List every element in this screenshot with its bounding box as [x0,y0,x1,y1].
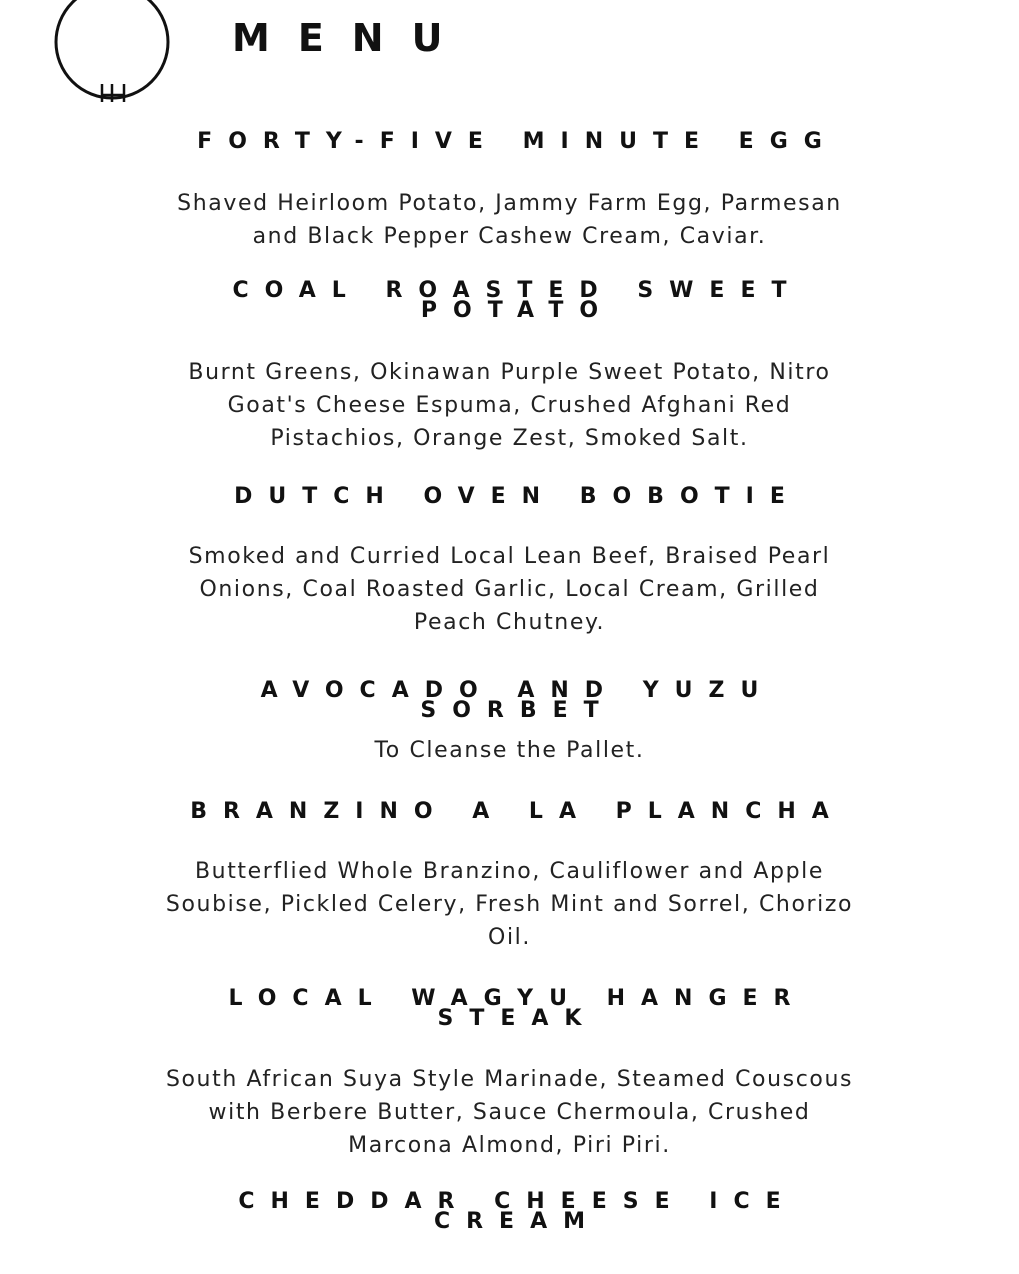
dish-title [0,484,1019,509]
dish-description-line: Burnt Greens, Okinawan Purple Sweet Potato, Nitro [188,360,831,385]
dish-title-line: CREAM [433,1209,602,1234]
dish-description-line: Soubise, Pickled Celery, Fresh Mint and Sorrel, Chorizo [165,892,854,917]
dish-title-line: SORBET [420,698,615,723]
dish-description-line: Peach Chutney. [413,610,606,635]
dish-description-line: with Berbere Butter, Sauce Chermoula, Crushed [208,1100,811,1125]
dish-title-line: STEAK [437,1006,598,1031]
dish-description-line: South African Suya Style Marinade, Steamed Couscous [165,1067,854,1092]
dish-description [0,187,1019,253]
dish-description-line: and Black Pepper Cashew Cream, Caviar. [252,224,767,249]
dish-title-line: DUTCH OVEN BOBOTIE [234,484,801,509]
dish-title-line: CHEDDAR CHEESE ICE [238,1189,797,1214]
dish-description [0,540,1019,639]
dish-title [0,129,1019,154]
dish-description [0,734,1019,767]
dish-title-line: BRANZINO A LA PLANCHA [190,799,845,824]
dish-description [0,1063,1019,1162]
dish-description-line: Shaved Heirloom Potato, Jammy Farm Egg, Parmesan [177,191,842,216]
dish-title-line: AVOCADO AND YUZU [260,678,775,703]
dish-description-line: To Cleanse the Pallet. [374,738,645,763]
dish-title-line: COAL ROASTED SWEET [232,278,803,303]
circle-hh-monogram-icon [50,0,178,108]
dish-title [0,799,1019,824]
dish-description-line: Onions, Coal Roasted Garlic, Local Cream, Grilled [199,577,820,602]
logo [50,0,178,108]
dish-description-line: Goat's Cheese Espuma, Crushed Afghani Red [227,393,792,418]
dish-description [0,356,1019,455]
dish-title-line: FORTY-FIVE MINUTE EGG [197,129,838,154]
dish-description-line: Smoked and Curried Local Lean Beef, Braised Pearl [188,544,831,569]
dish-title [0,986,1019,1031]
dish-title-line: POTATO [420,298,615,323]
dish-title [0,1189,1019,1234]
page-title: MENU [232,16,471,60]
dish-title-line: LOCAL WAGYU HANGER [228,986,807,1011]
dish-title [0,678,1019,723]
dish-description [0,855,1019,954]
dish-description-line: Oil. [488,925,531,950]
dish-description-line: Pistachios, Orange Zest, Smoked Salt. [270,426,749,451]
dish-title [0,278,1019,323]
dish-description-line: Marcona Almond, Piri Piri. [348,1133,671,1158]
dish-description-line: Butterflied Whole Branzino, Cauliflower and Apple [194,859,825,884]
